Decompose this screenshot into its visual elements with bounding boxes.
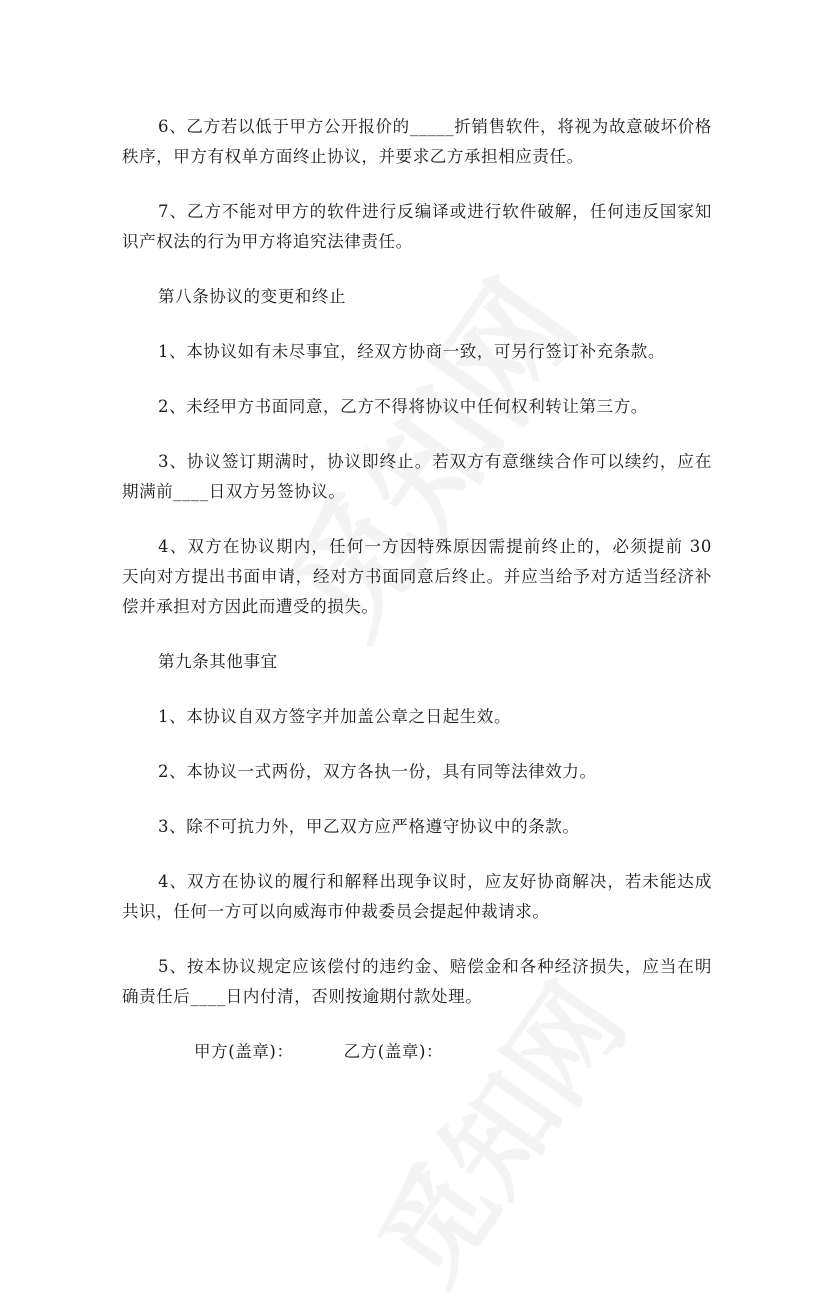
party-a-signature-label: 甲方(盖章)： [194,1042,294,1061]
clause-paragraph: 2、本协议一式两份，双方各执一份，具有同等法律效力。 [158,762,597,781]
clause-paragraph: 4、双方在协议期内，任何一方因特殊原因需提前终止的，必须提前 30 天向对方提出书面申请，经对方书面同意后终止。并应当给予对方适当经济补偿并承担对方因此而遭受的损失。 [122,537,712,616]
clause-paragraph: 5、按本协议规定应该偿付的违约金、赔偿金和各种经济损失，应当在明确责任后____日内付清，否则按逾期付款处理。 [122,957,712,1006]
document-body [122,112,712,1067]
clause-paragraph: 2、未经甲方书面同意，乙方不得将协议中任何权利转让第三方。 [158,397,648,416]
clause-paragraph: 6、乙方若以低于甲方公开报价的_____折销售软件，将视为故意破坏价格秩序，甲方有权单方面终止协议，并要求乙方承担相应责任。 [122,117,712,166]
clause-paragraph: 1、本协议自双方签字并加盖公章之日起生效。 [158,707,512,726]
clause-paragraph: 1、本协议如有未尽事宜，经双方协商一致，可另行签订补充条款。 [158,342,665,361]
signature-line [122,1037,712,1067]
section-heading: 第九条其他事宜 [158,652,278,671]
clause-paragraph: 3、除不可抗力外，甲乙双方应严格遵守协议中的条款。 [158,817,580,836]
clause-paragraph: 3、协议签订期满时，协议即终止。若双方有意继续合作可以续约，应在期满前____日双方另签协议。 [122,452,712,501]
party-b-signature-label: 乙方(盖章)： [343,1042,444,1061]
section-heading: 第八条协议的变更和终止 [158,287,347,306]
clause-paragraph: 7、乙方不能对甲方的软件进行反编译或进行软件破解，任何违反国家知识产权法的行为甲方将追究法律责任。 [122,202,712,251]
clause-paragraph: 4、双方在协议的履行和解释出现争议时，应友好协商解决，若未能达成共识，任何一方可以向威海市仲裁委员会提起仲裁请求。 [122,872,712,921]
